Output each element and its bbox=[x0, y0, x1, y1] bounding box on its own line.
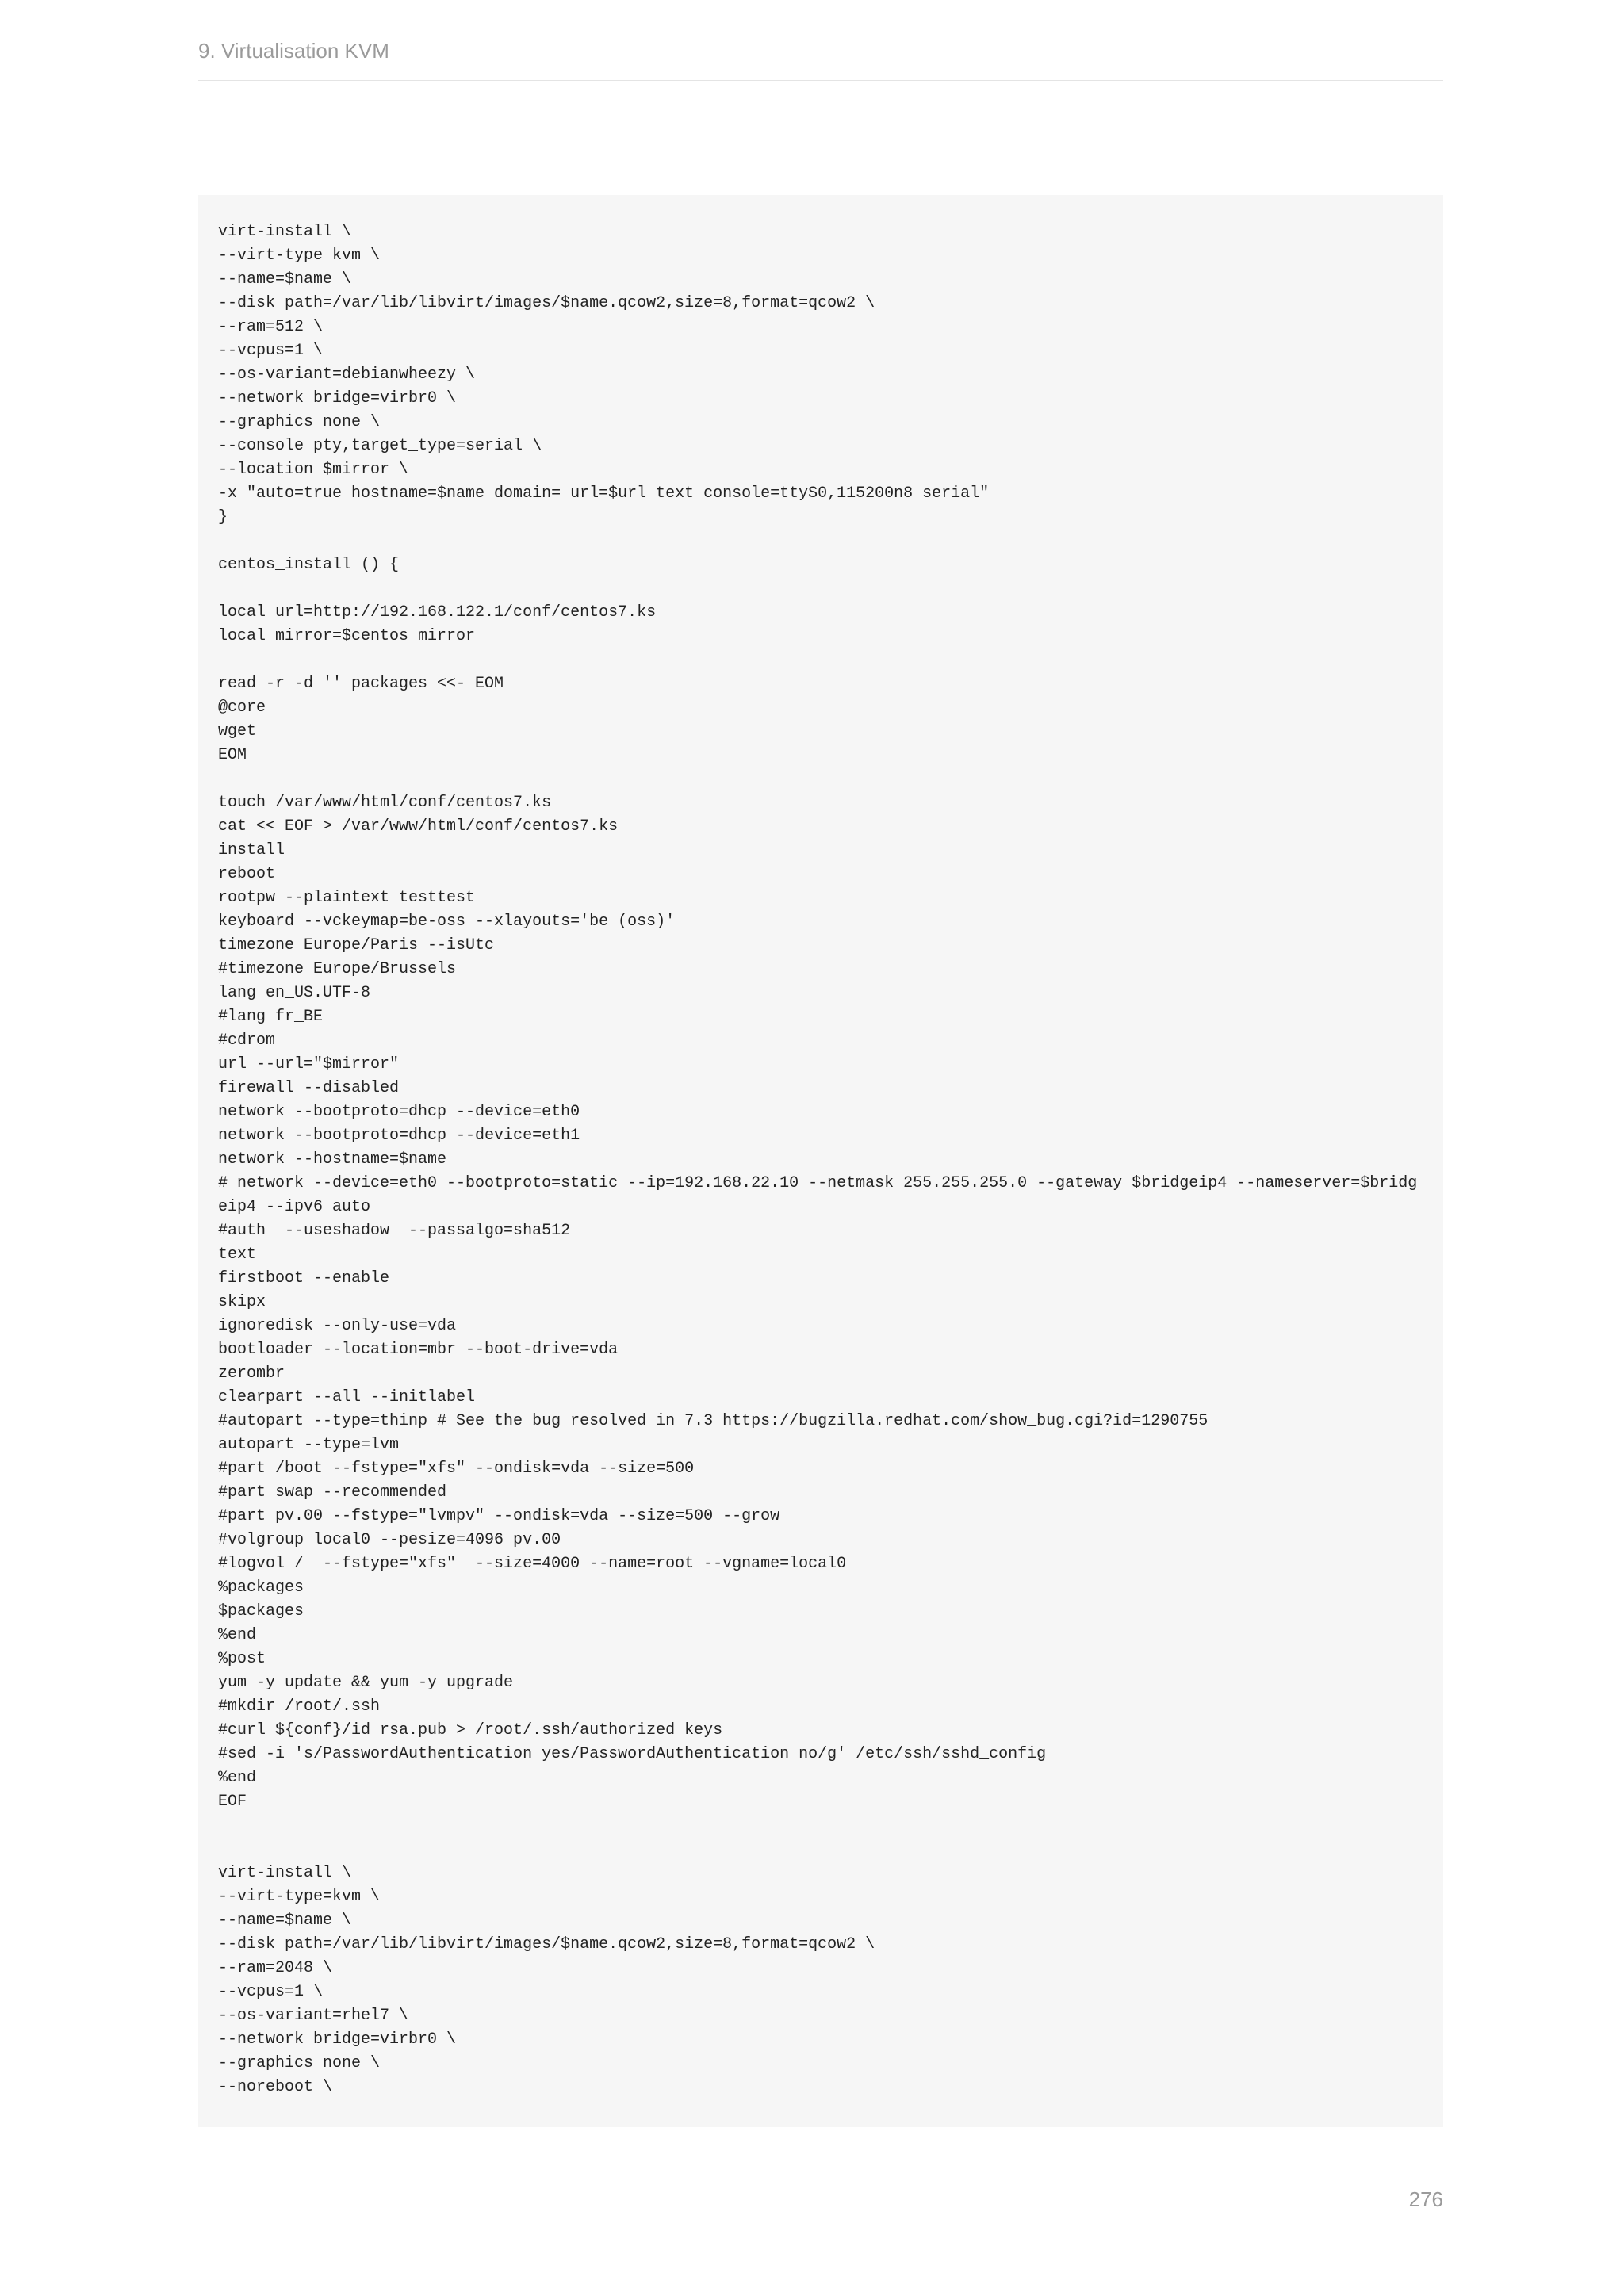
page-number: 276 bbox=[1408, 2187, 1443, 2211]
code-line: keyboard --vckeymap=be-oss --xlayouts='be (oss)' bbox=[218, 913, 676, 931]
code-line: install bbox=[218, 841, 285, 859]
code-line: network --hostname=$name bbox=[218, 1150, 447, 1169]
code-line: --vcpus=1 \ bbox=[218, 342, 324, 360]
code-line: network --bootproto=dhcp --device=eth1 bbox=[218, 1127, 580, 1145]
code-line: --disk path=/var/lib/libvirt/images/$name.qcow2,size=8,format=qcow2 \ bbox=[218, 1935, 875, 1954]
code-line bbox=[218, 1838, 1443, 1862]
code-line: --location $mirror \ bbox=[218, 461, 409, 479]
code-line: cat << EOF > /var/www/html/conf/centos7.ks bbox=[218, 817, 619, 836]
code-line: --os-variant=rhel7 \ bbox=[218, 2007, 409, 2025]
code-line: read -r -d '' packages <<- EOM bbox=[218, 675, 504, 693]
code-line bbox=[218, 767, 1443, 791]
code-line: EOF bbox=[218, 1793, 247, 1811]
code-line: rootpw --plaintext testtest bbox=[218, 889, 476, 907]
code-line: %end bbox=[218, 1626, 257, 1644]
code-line: firstboot --enable bbox=[218, 1269, 390, 1288]
code-line: local url=http://192.168.122.1/conf/centos7.ks bbox=[218, 603, 657, 622]
code-line: touch /var/www/html/conf/centos7.ks bbox=[218, 794, 552, 812]
code-line: EOM bbox=[218, 746, 247, 764]
code-line: } bbox=[218, 508, 228, 526]
code-line bbox=[218, 577, 1443, 601]
code-line: #auth --useshadow --passalgo=sha512 bbox=[218, 1222, 571, 1240]
code-line: #timezone Europe/Brussels bbox=[218, 960, 457, 978]
code-line: --ram=512 \ bbox=[218, 318, 324, 336]
code-line: #part swap --recommended bbox=[218, 1483, 447, 1502]
code-listing bbox=[218, 220, 1443, 2099]
code-line: eip4 --ipv6 auto bbox=[218, 1198, 371, 1216]
code-line: #sed -i 's/PasswordAuthentication yes/PasswordAuthentication no/g' /etc/ssh/sshd_config bbox=[218, 1745, 1047, 1763]
code-line: --virt-type kvm \ bbox=[218, 247, 381, 265]
code-line: bootloader --location=mbr --boot-drive=vda bbox=[218, 1341, 619, 1359]
code-line: network --bootproto=dhcp --device=eth0 bbox=[218, 1103, 580, 1121]
code-line: --network bridge=virbr0 \ bbox=[218, 389, 457, 408]
code-line: wget bbox=[218, 722, 257, 740]
code-line: --noreboot \ bbox=[218, 2078, 333, 2096]
code-line: reboot bbox=[218, 865, 276, 883]
code-line bbox=[218, 530, 1443, 553]
code-line: lang en_US.UTF-8 bbox=[218, 984, 371, 1002]
code-line bbox=[218, 649, 1443, 672]
code-line: virt-install \ bbox=[218, 1864, 352, 1882]
code-line: yum -y update && yum -y upgrade bbox=[218, 1674, 514, 1692]
code-line: #lang fr_BE bbox=[218, 1008, 324, 1026]
code-line: #logvol / --fstype="xfs" --size=4000 --name=root --vgname=local0 bbox=[218, 1555, 847, 1573]
code-line: #part pv.00 --fstype="lvmpv" --ondisk=vda --size=500 --grow bbox=[218, 1507, 780, 1525]
code-line: zerombr bbox=[218, 1364, 285, 1383]
code-line: $packages bbox=[218, 1602, 304, 1621]
code-line: --vcpus=1 \ bbox=[218, 1983, 324, 2001]
code-line: %packages bbox=[218, 1578, 304, 1597]
code-line: #curl ${conf}/id_rsa.pub > /root/.ssh/authorized_keys bbox=[218, 1721, 723, 1739]
chapter-title: 9. Virtualisation KVM bbox=[198, 39, 389, 63]
code-line: clearpart --all --initlabel bbox=[218, 1388, 476, 1406]
code-line: --console pty,target_type=serial \ bbox=[218, 437, 542, 455]
code-line: #part /boot --fstype="xfs" --ondisk=vda --size=500 bbox=[218, 1460, 695, 1478]
code-line: virt-install \ bbox=[218, 223, 352, 241]
code-line: %post bbox=[218, 1650, 266, 1668]
code-line: --network bridge=virbr0 \ bbox=[218, 2030, 457, 2049]
code-line: ignoredisk --only-use=vda bbox=[218, 1317, 457, 1335]
code-line: @core bbox=[218, 698, 266, 717]
code-line bbox=[218, 1814, 1443, 1838]
code-line: --virt-type=kvm \ bbox=[218, 1888, 381, 1906]
code-line: # network --device=eth0 --bootproto=static --ip=192.168.22.10 --netmask 255.255.255.0 --gateway $bridgeip4 --nameserver=$bridg bbox=[218, 1174, 1418, 1192]
code-line: --name=$name \ bbox=[218, 1911, 352, 1930]
code-line: firewall --disabled bbox=[218, 1079, 400, 1097]
code-line: autopart --type=lvm bbox=[218, 1436, 400, 1454]
code-line: %end bbox=[218, 1769, 257, 1787]
code-line: -x "auto=true hostname=$name domain= url=$url text console=ttyS0,115200n8 serial" bbox=[218, 484, 990, 503]
code-line: local mirror=$centos_mirror bbox=[218, 627, 476, 645]
code-line: --disk path=/var/lib/libvirt/images/$name.qcow2,size=8,format=qcow2 \ bbox=[218, 294, 875, 312]
code-line: timezone Europe/Paris --isUtc bbox=[218, 936, 495, 955]
code-line: #autopart --type=thinp # See the bug resolved in 7.3 https://bugzilla.redhat.com/show_bug.cgi?id=1290755 bbox=[218, 1412, 1208, 1430]
code-line: --graphics none \ bbox=[218, 413, 381, 431]
code-line: #mkdir /root/.ssh bbox=[218, 1697, 381, 1716]
code-line: --graphics none \ bbox=[218, 2054, 381, 2072]
code-block-container bbox=[198, 195, 1443, 2127]
code-line: skipx bbox=[218, 1293, 266, 1311]
code-line: url --url="$mirror" bbox=[218, 1055, 400, 1073]
code-line: #volgroup local0 --pesize=4096 pv.00 bbox=[218, 1531, 561, 1549]
code-line: --ram=2048 \ bbox=[218, 1959, 333, 1977]
code-line: centos_install () { bbox=[218, 556, 400, 574]
code-line: --name=$name \ bbox=[218, 270, 352, 289]
code-line: text bbox=[218, 1246, 257, 1264]
code-line: --os-variant=debianwheezy \ bbox=[218, 365, 476, 384]
code-line: #cdrom bbox=[218, 1031, 276, 1050]
page-header bbox=[198, 36, 1443, 81]
